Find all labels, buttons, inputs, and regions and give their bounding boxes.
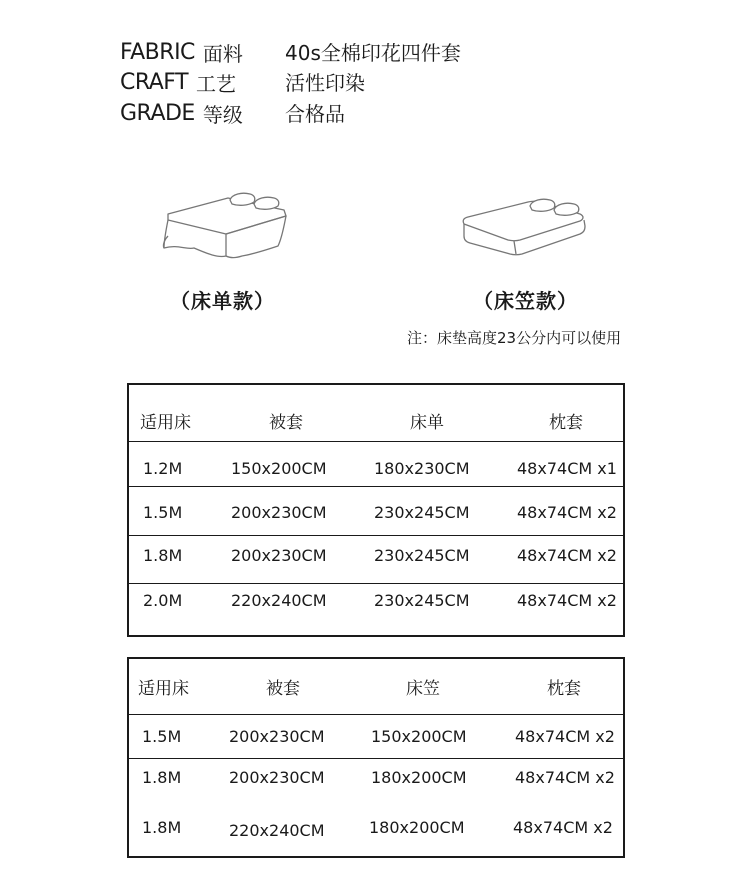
cell-bed-size: 1.5M: [143, 503, 183, 522]
cell-duvet-size: 200x230CM: [231, 503, 327, 522]
table-row: [129, 804, 623, 856]
flat-sheet-caption: （床单款）: [170, 289, 275, 313]
cell-bed-size: 1.8M: [142, 768, 182, 787]
table-row: [129, 584, 623, 634]
table-row: [129, 759, 623, 804]
fitted-sheet-caption: （床笠款）: [473, 289, 578, 313]
table-row: [129, 487, 623, 536]
cell-bed-size: 1.8M: [142, 818, 182, 837]
header-bed: 适用床: [138, 679, 189, 699]
header-fitted-sheet: 床笠: [406, 679, 440, 699]
header-pillowcase: 枕套: [547, 679, 581, 699]
header-pillowcase: 枕套: [549, 413, 583, 433]
spec-label-en: FABRIC: [120, 39, 195, 65]
cell-pillowcase-size: 48x74CM x2: [515, 768, 615, 787]
header-bed: 适用床: [140, 413, 191, 433]
cell-bed-size: 1.5M: [142, 727, 182, 746]
cell-duvet-size: 200x230CM: [231, 546, 327, 565]
cell-pillowcase-size: 48x74CM x2: [517, 503, 617, 522]
fitted-sheet-bed-icon: [458, 192, 590, 266]
cell-pillowcase-size: 48x74CM x2: [513, 818, 613, 837]
table-header-row: [129, 385, 623, 442]
cell-duvet-size: 200x230CM: [229, 768, 325, 787]
spec-label-cn: 面料: [202, 41, 243, 66]
cell-sheet-size: 230x245CM: [374, 591, 470, 610]
cell-pillowcase-size: 48x74CM x2: [515, 727, 615, 746]
cell-pillowcase-size: 48x74CM x2: [517, 591, 617, 610]
fitted-sheet-size-table: [127, 657, 625, 858]
spec-craft: [120, 67, 236, 97]
cell-fitted-sheet-size: 180x200CM: [369, 818, 465, 837]
spec-value-fabric: 40s全棉印花四件套: [285, 41, 461, 65]
cell-bed-size: 1.2M: [143, 459, 183, 478]
cell-bed-size: 1.8M: [143, 546, 183, 565]
cell-sheet-size: 230x245CM: [374, 503, 470, 522]
spec-label-cn: 等级: [202, 102, 243, 127]
cell-duvet-size: 220x240CM: [229, 821, 325, 840]
cell-duvet-size: 200x230CM: [229, 727, 325, 746]
spec-label-en: CRAFT: [120, 69, 189, 95]
header-duvet: 被套: [266, 679, 300, 699]
spec-grade: [120, 98, 243, 128]
flat-sheet-size-table: [127, 383, 625, 637]
header-duvet: 被套: [269, 413, 303, 433]
spec-label-en: GRADE: [120, 100, 195, 126]
cell-fitted-sheet-size: 180x200CM: [371, 768, 467, 787]
spec-value-craft: 活性印染: [285, 71, 365, 95]
cell-pillowcase-size: 48x74CM x2: [517, 546, 617, 565]
table-row: [129, 536, 623, 584]
table-row: [129, 441, 623, 487]
cell-pillowcase-size: 48x74CM x1: [517, 459, 617, 478]
flat-sheet-bed-icon: [158, 186, 290, 268]
table-row: [129, 715, 623, 759]
cell-fitted-sheet-size: 150x200CM: [371, 727, 467, 746]
spec-value-grade: 合格品: [285, 102, 345, 126]
spec-fabric: [120, 37, 243, 67]
cell-duvet-size: 220x240CM: [231, 591, 327, 610]
header-sheet: 床单: [410, 413, 444, 433]
mattress-note: 注：床垫高度23公分内可以使用: [407, 329, 622, 347]
cell-bed-size: 2.0M: [143, 591, 183, 610]
cell-sheet-size: 230x245CM: [374, 546, 470, 565]
cell-sheet-size: 180x230CM: [374, 459, 470, 478]
spec-label-cn: 工艺: [196, 71, 237, 96]
table-header-row: [129, 659, 623, 715]
cell-duvet-size: 150x200CM: [231, 459, 327, 478]
